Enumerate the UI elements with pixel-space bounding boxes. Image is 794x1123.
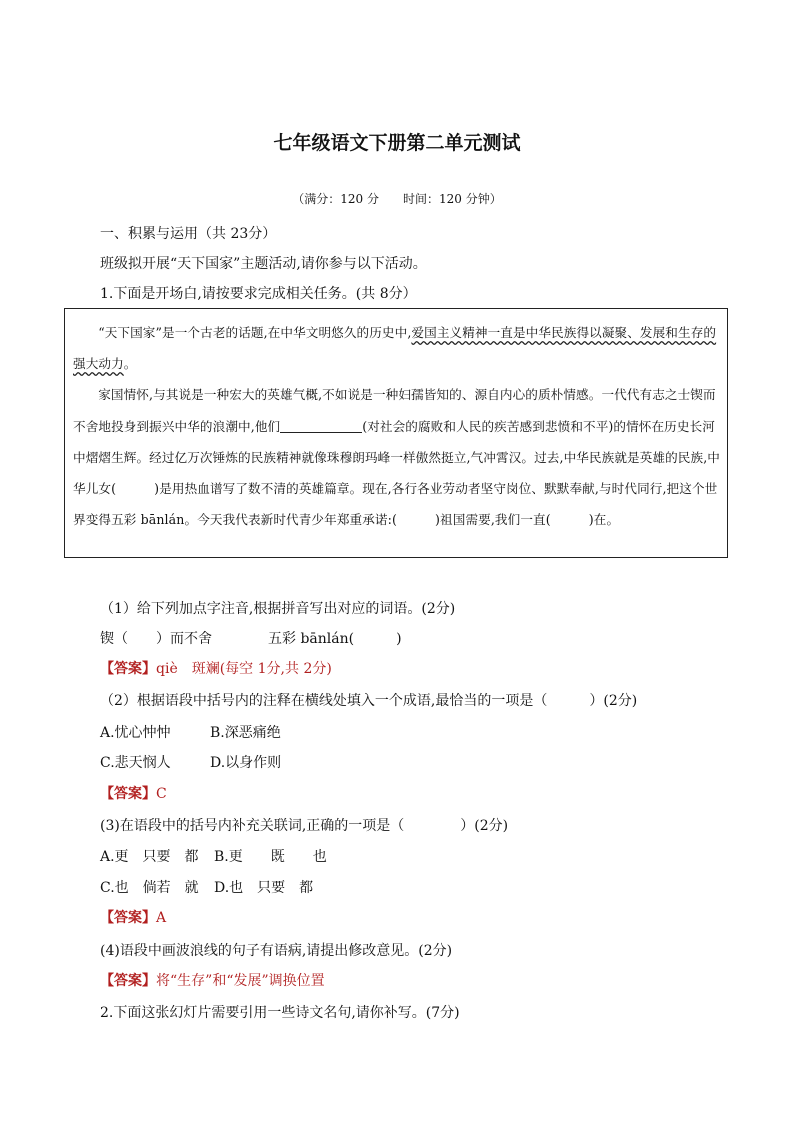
sub-question-2-options-row-2	[100, 752, 281, 772]
question-2: 2.下面这张幻灯片需要引用一些诗文名句,请你补写。(7分)	[100, 1005, 460, 1021]
question-1: 1.下面是开场白,请按要求完成相关任务。(共 8分）	[100, 286, 417, 302]
reading-passage	[64, 308, 728, 558]
sub-question-1: （1）给下列加点字注音,根据拼音写出对应的词语。(2分)	[100, 601, 456, 617]
document-title: 七年级语文下册第二单元测试	[273, 132, 521, 154]
answer-2: 【答案】C	[100, 786, 167, 802]
sub-question-1-items: 锲（ ）而不舍 五彩 bānlán( )	[100, 631, 402, 647]
wavy-underlined-sentence: 爱国主义精神一直是中华民族得以凝聚、发展和生存的强大动力	[73, 325, 717, 372]
option-c: C.悲天悯人	[100, 755, 171, 771]
option-d: D.以身作则	[210, 755, 282, 771]
fill-in-blank	[280, 418, 362, 433]
answer-1: 【答案】qiè 斑斓(每空 1分,共 2分)	[100, 661, 332, 677]
option-b: B.更 既 也	[214, 849, 327, 865]
option-a: A.更 只要 都	[100, 849, 199, 865]
sub-question-4: (4)语段中画波浪线的句子有语病,请提出修改意见。(2分)	[100, 943, 453, 959]
sub-question-3-options-row-2	[100, 877, 313, 897]
option-d: D.也 只要 都	[214, 880, 314, 896]
option-c: C.也 倘若 就	[100, 880, 199, 896]
sub-question-3: (3)在语段中的括号内补充关联词,正确的一项是（ ）(2分)	[100, 818, 509, 834]
passage-paragraph-1: “天下国家”是一个古老的话题,在中华文明悠久的历史中,爱国主义精神一直是中华民族得以凝聚、发展和生存的强大动力。	[73, 325, 717, 372]
answer-3: 【答案】A	[100, 910, 167, 926]
activity-intro: 班级拟开展“天下国家”主题活动,请你参与以下活动。	[100, 256, 427, 272]
answer-4: 【答案】将“生存”和“发展”调换位置	[100, 973, 325, 989]
sub-question-2: （2）根据语段中括号内的注释在横线处填入一个成语,最恰当的一项是（ ）(2分)	[100, 693, 638, 709]
option-b: B.深恶痛绝	[210, 725, 281, 741]
section-heading: 一、积累与运用（共 23分）	[100, 226, 277, 242]
score-time-info: （满分：120 分 时间：120 分钟）	[292, 192, 502, 206]
sub-question-3-options-row-1	[100, 846, 327, 866]
passage-paragraph-2: 家国情怀,与其说是一种宏大的英雄气概,不如说是一种妇孺皆知的、源自内心的质朴情感。一代代有志之士锲而不舍地投身到振兴中华的浪潮中,他们 (对社会的腐败和人民的疾苦感到悲愤和不平)的情怀在历史长河中熠熠生辉。经过亿万次锤炼的民族精神就像珠穆朗玛峰一样傲然挺立,气冲霄汉。过去,中华民族就是英雄的民族,中华儿女( )是用热血谱写了数不清的英雄篇章。现在,各行各业劳动者坚守岗位、默默奉献,与时代同行,把这个世界变得五彩 bānlán。今天我代表新时代青少年郑重承诺:( )祖国需要,我们一直( )在。	[73, 387, 720, 528]
sub-question-2-options-row-1	[100, 722, 281, 742]
option-a: A.忧心忡忡	[100, 725, 171, 741]
